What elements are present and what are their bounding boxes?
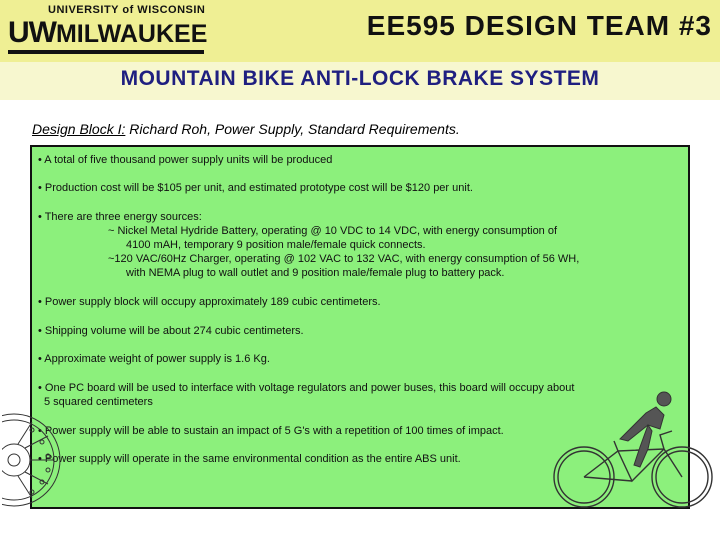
uwm-logo	[8, 4, 218, 56]
bullet-pc-board: • One PC board will be used to interface with voltage regulators and power buses, this board will occupy about	[38, 382, 575, 394]
energy-source-charger-cont: with NEMA plug to wall outlet and 9 position male/female plug to battery pack.	[126, 267, 505, 279]
energy-source-charger: ~120 VAC/60Hz Charger, operating @ 102 VAC to 132 VAC, with energy consumption of 56 WH,	[108, 253, 580, 265]
uw-text: UW	[8, 16, 56, 49]
energy-source-battery-cont: 4100 mAH, temporary 9 position male/female quick connects.	[126, 239, 426, 251]
bullet-weight: • Approximate weight of power supply is 1.6 Kg.	[38, 353, 270, 365]
bullet-units: • A total of five thousand power supply units will be produced	[38, 154, 333, 166]
design-block-text: Richard Roh, Power Supply, Standard Requirements.	[125, 121, 460, 137]
bullet-impact: • Power supply will be able to sustain an impact of 5 G's with a repetition of 100 times of impact.	[38, 425, 504, 437]
bullet-pc-board-cont: 5 squared centimeters	[44, 396, 153, 408]
logo-underline	[8, 50, 204, 54]
mountain-bike-rider-icon	[548, 385, 718, 513]
design-block-label: Design Block I:	[32, 121, 126, 137]
team-title: EE595 DESIGN TEAM #3	[366, 10, 712, 41]
brake-rotor-icon	[2, 398, 62, 522]
university-text: UNIVERSITY of WISCONSIN	[48, 4, 206, 16]
bullet-cost: • Production cost will be $105 per unit, and estimated prototype cost will be $120 per unit.	[38, 182, 473, 194]
title-band	[0, 62, 720, 100]
bullet-energy-sources: • There are three energy sources:	[38, 211, 202, 223]
bullet-shipping: • Shipping volume will be about 274 cubic centimeters.	[38, 325, 304, 337]
milwaukee-text: MILWAUKEE	[55, 20, 208, 48]
header-band	[0, 0, 720, 62]
energy-source-battery: ~ Nickel Metal Hydride Battery, operating @ 10 VDC to 14 VDC, with energy consumption of	[108, 225, 558, 237]
design-block-heading	[32, 121, 460, 137]
bullet-volume: • Power supply block will occupy approximately 189 cubic centimeters.	[38, 296, 381, 308]
bullet-environment: • Power supply will operate in the same environmental condition as the entire ABS unit.	[38, 453, 461, 465]
uwm-wordmark	[8, 16, 207, 50]
slide-title: MOUNTAIN BIKE ANTI-LOCK BRAKE SYSTEM	[120, 67, 600, 90]
